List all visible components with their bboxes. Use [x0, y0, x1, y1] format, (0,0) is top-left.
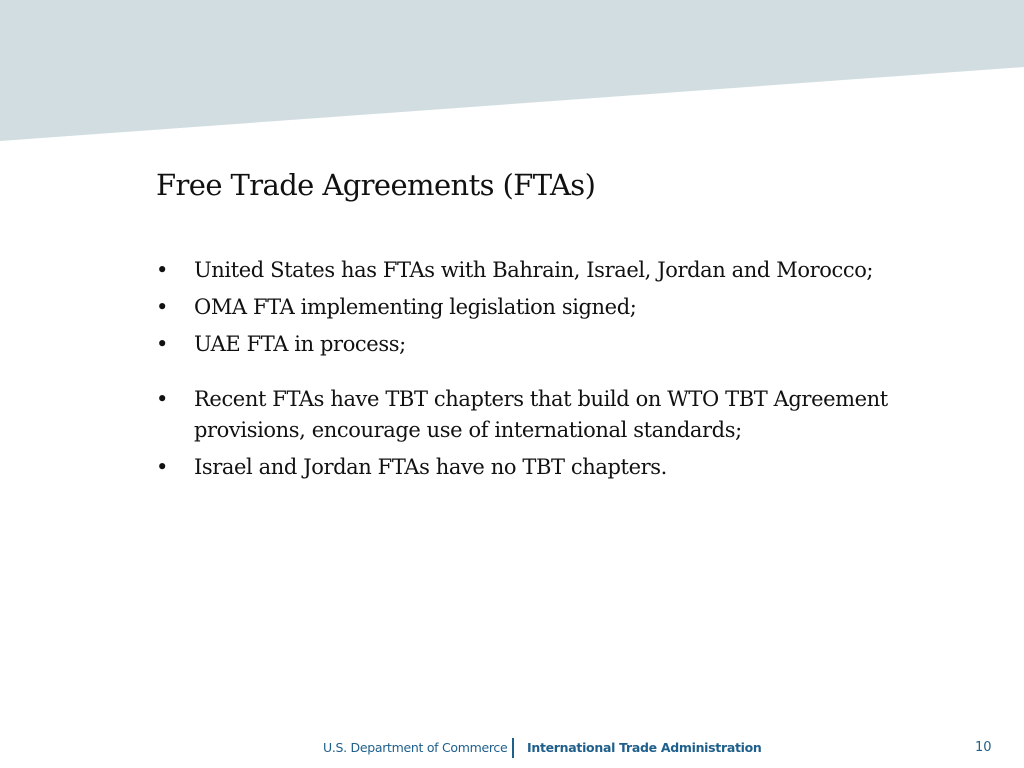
bullet-marker: •: [156, 387, 168, 411]
bullet-item: [156, 292, 946, 323]
bullet-list: [156, 255, 946, 489]
bullet-item: [156, 329, 946, 360]
bullet-text: OMA FTA implementing legislation signed;: [194, 295, 637, 319]
bullet-marker: •: [156, 332, 168, 356]
page-number: 10: [975, 740, 992, 755]
bullet-marker: •: [156, 295, 168, 319]
bullet-marker: •: [156, 258, 168, 282]
header-band-shape: [0, 0, 1024, 141]
bullet-item: [156, 255, 946, 286]
bullet-item: [156, 452, 946, 483]
header-band: [0, 0, 1024, 142]
footer: [0, 736, 1024, 762]
footer-agency: International Trade Administration: [527, 740, 762, 755]
bullet-item: [156, 384, 946, 446]
footer-department: U.S. Department of Commerce: [323, 740, 508, 755]
bullet-text: UAE FTA in process;: [194, 332, 406, 356]
bullet-marker: •: [156, 455, 168, 479]
slide-title: Free Trade Agreements (FTAs): [156, 168, 596, 202]
footer-divider: [512, 738, 514, 758]
bullet-text: Recent FTAs have TBT chapters that build on WTO TBT Agreement provisions, encourage use of international standards;: [194, 387, 888, 442]
bullet-text: United States has FTAs with Bahrain, Israel, Jordan and Morocco;: [194, 258, 874, 282]
bullet-text: Israel and Jordan FTAs have no TBT chapters.: [194, 455, 667, 479]
